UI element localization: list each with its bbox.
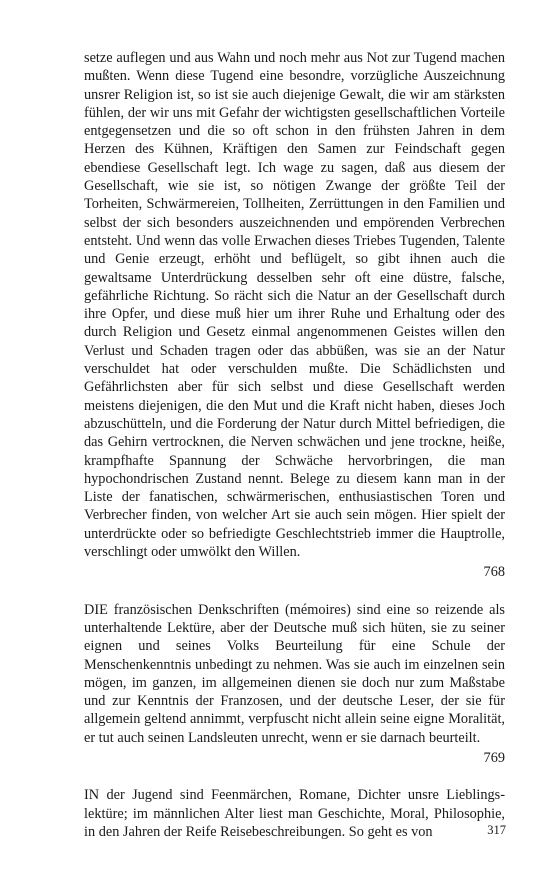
page-body (84, 49, 505, 841)
entry-number: 769 (483, 749, 505, 766)
paragraph-text: DIE französischen Denkschriften (mémoires) sind eine so reizende als unterhaltende Lektüre, aber der Deutsche muß sich hüten, sie zu seiner eignen und seines Volks Beurteilung für eine Schule der Menschenkenntnis unbedingt zu nehmen. Was sie auch im einzelnen sein mögen, im ganzen, im allgemeinen dienen sie doch nur zum Maßstabe und zur Kenntnis der Franzosen, und der deutsche Leser, der sie für allgemein geltend annimmt, verpfuscht nicht allein seine eigne Moralität, er tut auch seinen Landsleuten unrecht, wenn er sie darnach beurteilt. (84, 601, 505, 746)
paragraph-text: IN der Jugend sind Feenmärchen, Romane, Dichter unsre Lieblingslektüre; im männlichen Alter liest man Geschichte, Moral, Philosophie, in den Jahren der Reife Reisebeschreibungen. So geht es von (84, 787, 505, 840)
page-number: 317 (487, 823, 506, 837)
entry-number: 768 (483, 564, 505, 581)
paragraph-text: setze auflegen und aus Wahn und noch mehr aus Not zur Tugend machen mußten. Wenn diese Tugend eine besondre, vorzügliche Auszeichnung unsrer Religion ist, so ist sie auch diejenige Gewalt, die wir am stärksten fühlen, der wir uns mit Gefahr der wichtigsten gesellschaftlichen Vorteile entgegensetzen und die so oft schon in den frühsten Jahren in dem Herzen des Kühnen, Kräftigen den Samen zur Feindschaft gegen ebendiese Gesellschaft legt. Ich wage zu sagen, daß aus diesem der Gesellschaft, wie sie ist, so nötigen Zwange der größte Teil der Torheiten, Schwärmereien, Tollheiten, Zerrüttungen in den Familien und selbst der sich besonders auszeichnenden und empörenden Verbrechen entsteht. Und wenn das volle Erwachen dieses Triebes Tugenden, Talente und Genie erzeugt, erhöht und beflügelt, so gibt ihnen auch die gewaltsame Unterdrückung desselben sehr oft eine düstre, falsche, gefährliche Richtung. So rächt sich die Natur an der Gesellschaft durch ihre Opfer, und diese muß hier um ihrer Ruhe und Erhaltung oder des durch Religion und Gesetz einmal angenommenen Geistes willen den Verlust und Schaden tragen oder das abbüßen, was sie an der Natur verschuldet hat oder verschulden mußte. Die Schädlichsten und Gefährlichsten aber für sich selbst und diese Gesellschaft werden meistens diejenigen, die den Mut und die Kraft nicht haben, dieses Joch abzuschütteln, und die Forderung der Natur durch Mittel befriedigen, die das Gehirn vertrocknen, die Nerven schwächen und jene trockne, heiße, krampfhafte Spannung der Schwäche hervorbringen, die man hypochondrischen Zustand nennt. Belege zu diesem kann man in der Liste der fanatischen, schwärmerischen, enthusiastischen Toren und Verbrecher finden, von welcher Art sie auch sein mögen. Hier spielt der unterdrückte oder so befriedigte Geschlechtstrieb immer die Hauptrolle, verschlingt oder umwölkt den Willen. (84, 50, 505, 561)
entry-separator (84, 582, 505, 601)
entry-separator (84, 767, 505, 786)
